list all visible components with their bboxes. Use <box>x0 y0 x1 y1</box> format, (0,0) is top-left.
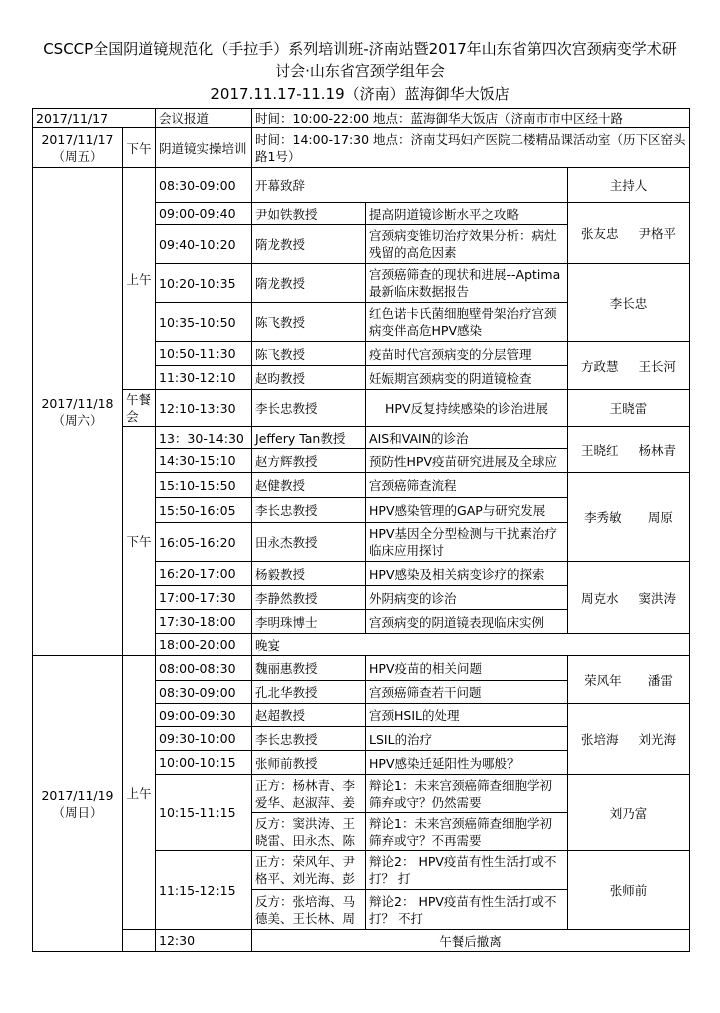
event-cell: 会议报道 <box>156 109 252 128</box>
table-row <box>33 168 690 203</box>
time-cell: 17:30-18:00 <box>156 610 252 634</box>
table-row <box>33 427 690 449</box>
topic-cell: HPV感染迁延阳性为哪般？ <box>366 751 568 775</box>
topic-cell: 外阴病变的诊治 <box>366 586 568 610</box>
chair-name: 尹格平 <box>638 226 677 241</box>
debate-topic-cell: 辩论1：未来宫颈癌筛查细胞学初筛弃或守？不再需要 <box>366 813 568 851</box>
chair-name: 张友忠 <box>581 226 619 241</box>
period-cell: 下午 <box>123 128 156 168</box>
speaker-cell: Jeffery Tan教授 <box>252 427 366 449</box>
detail-cell: 时间：10:00-22:00 地点：蓝海御华大饭店（济南市市中区经十路 <box>252 109 690 128</box>
chair-name: 李秀敏 <box>584 510 622 525</box>
table-row <box>33 930 690 952</box>
speaker-cell: 赵健教授 <box>252 473 366 498</box>
topic-cell: 疫苗时代宫颈病变的分层管理 <box>366 342 568 366</box>
period-cell: 下午 <box>123 427 156 656</box>
time-cell: 08:30-09:00 <box>156 681 252 704</box>
speaker-cell: 魏丽惠教授 <box>252 656 366 681</box>
chair-cell <box>568 342 690 390</box>
speaker-cell: 隋龙教授 <box>252 225 366 264</box>
chair-name: 潘雷 <box>647 672 673 688</box>
date-text: 2017/11/18 <box>41 395 114 411</box>
speaker-cell: 赵超教授 <box>252 704 366 727</box>
time-cell: 12:10-13:30 <box>156 390 252 427</box>
speaker-cell: 田永杰教授 <box>252 523 366 562</box>
speaker-cell: 李静然教授 <box>252 586 366 610</box>
time-cell: 10:20-10:35 <box>156 264 252 303</box>
debate-topic-cell: 辩论1：未来宫颈癌筛查细胞学初筛弃或守？仍然需要 <box>366 775 568 813</box>
chair-cell <box>568 704 690 775</box>
speaker-cell: 陈飞教授 <box>252 303 366 342</box>
time-cell: 10:15-11:15 <box>156 775 252 851</box>
table-row <box>33 128 690 168</box>
chair-name: 杨林青 <box>638 442 677 458</box>
table-row <box>33 109 690 128</box>
topic-cell: 宫颈病变锥切治疗效果分析：病灶残留的高危因素 <box>366 225 568 264</box>
date-cell <box>33 128 123 168</box>
speaker-cell: 晚宴 <box>252 634 690 656</box>
time-cell: 08:30-09:00 <box>156 168 252 203</box>
topic-cell: 妊娠期宫颈病变的阴道镜检查 <box>366 366 568 390</box>
chair-cell <box>568 427 690 473</box>
detail-cell: 时间：14:00-17:30 地点：济南艾玛妇产医院二楼精品课活动室（历下区窑头路1号） <box>252 128 690 168</box>
time-cell: 18:00-20:00 <box>156 634 252 656</box>
time-cell: 16:20-17:00 <box>156 562 252 586</box>
chair-name: 王长河 <box>638 358 677 374</box>
debate-team-cell: 正方：荣风年、尹格平、刘光海、彭 <box>252 851 366 890</box>
topic-cell: HPV疫苗的相关问题 <box>366 656 568 681</box>
topic-cell: 宫颈癌筛查流程 <box>366 473 568 498</box>
header-title-line2: 讨会·山东省宫颈学组年会 <box>275 62 445 80</box>
debate-team-cell: 反方：张培海、马德美、王长林、周 <box>252 890 366 930</box>
weekday-text: （周日） <box>52 804 103 820</box>
speaker-cell: 李长忠教授 <box>252 727 366 751</box>
time-cell: 16:05-16:20 <box>156 523 252 562</box>
header-title-line1: CSCCP全国阴道镜规范化（手拉手）系列培训班-济南站暨2017年山东省第四次宫颈病变学术研 <box>43 40 677 58</box>
chair-cell: 李长忠 <box>568 264 690 342</box>
chair-name: 刘光海 <box>638 732 677 747</box>
speaker-cell: 李长忠教授 <box>252 390 366 427</box>
time-cell: 10:35-10:50 <box>156 303 252 342</box>
chair-name: 荣风年 <box>584 672 622 688</box>
weekday-text: （周五） <box>52 148 103 164</box>
period-cell: 上午 <box>123 168 156 390</box>
chair-name: 窦洪涛 <box>638 590 677 606</box>
chair-name: 周克水 <box>581 590 619 606</box>
chair-name: 王晓红 <box>581 442 619 458</box>
speaker-cell: 孔北华教授 <box>252 681 366 704</box>
speaker-cell: 张师前教授 <box>252 751 366 775</box>
topic-cell: AIS和VAIN的诊治 <box>366 427 568 449</box>
period-cell <box>123 930 156 952</box>
time-cell: 10:00-10:15 <box>156 751 252 775</box>
chair-cell: 张师前 <box>568 851 690 930</box>
time-cell: 11:15-12:15 <box>156 851 252 930</box>
chair-name: 方政慧 <box>581 358 619 374</box>
debate-team-cell: 正方：杨林青、李爱华、赵淑萍、姜 <box>252 775 366 813</box>
time-cell: 09:00-09:30 <box>156 704 252 727</box>
date-cell <box>33 168 123 656</box>
topic-cell: 预防性HPV疫苗研究进展及全球应 <box>366 449 568 473</box>
speaker-cell: 李明珠博士 <box>252 610 366 634</box>
speaker-cell: 隋龙教授 <box>252 264 366 303</box>
topic-cell: 宫颈癌筛查的现状和进展--Aptima最新临床数据报告 <box>366 264 568 303</box>
topic-cell: HPV基因全分型检测与干扰素治疗临床应用探讨 <box>366 523 568 562</box>
chair-cell <box>568 203 690 264</box>
speaker-cell: 尹如铁教授 <box>252 203 366 225</box>
header-venue-line: 2017.11.17-11.19（济南）蓝海御华大饭店 <box>210 85 510 103</box>
time-cell: 09:30-10:00 <box>156 727 252 751</box>
event-cell: 阴道镜实操培训 <box>156 128 252 168</box>
topic-cell: 红色诺卡氏菌细胞壁骨架治疗宫颈病变伴高危HPV感染 <box>366 303 568 342</box>
time-cell: 11:30-12:10 <box>156 366 252 390</box>
closing-cell: 午餐后撤离 <box>252 930 690 952</box>
debate-team-cell: 反方：窦洪涛、王晓雷、田永杰、陈 <box>252 813 366 851</box>
topic-cell: 提高阴道镜诊断水平之攻略 <box>366 203 568 225</box>
chair-cell: 刘乃富 <box>568 775 690 851</box>
speaker-cell: 陈飞教授 <box>252 342 366 366</box>
time-cell: 12:30 <box>156 930 252 952</box>
topic-cell: HPV感染管理的GAP与研究发展 <box>366 498 568 523</box>
table-row <box>33 656 690 681</box>
topic-cell: 宫颈癌筛查若干问题 <box>366 681 568 704</box>
schedule-table <box>32 108 690 952</box>
time-cell: 17:00-17:30 <box>156 586 252 610</box>
topic-cell: HPV感染及相关病变诊疗的探索 <box>366 562 568 586</box>
debate-topic-cell: 辩论2： HPV疫苗有性生活打或不打？ 打 <box>366 851 568 890</box>
chair-cell <box>568 656 690 704</box>
date-text: 2017/11/19 <box>41 787 114 803</box>
topic-cell: 宫颈HSIL的处理 <box>366 704 568 727</box>
chair-cell <box>568 562 690 634</box>
chair-name: 周原 <box>647 510 673 525</box>
chair-cell: 主持人 <box>568 168 690 203</box>
chair-name: 张培海 <box>581 732 619 747</box>
speaker-cell: 开幕致辞 <box>252 168 568 203</box>
speaker-cell: 赵昀教授 <box>252 366 366 390</box>
topic-cell: HPV反复持续感染的诊治进展 <box>366 390 568 427</box>
date-text: 2017/11/17 <box>41 131 114 147</box>
time-cell: 14:30-15:10 <box>156 449 252 473</box>
period-cell: 上午 <box>123 656 156 930</box>
time-cell: 10:50-11:30 <box>156 342 252 366</box>
time-cell: 08:00-08:30 <box>156 656 252 681</box>
time-cell: 09:40-10:20 <box>156 225 252 264</box>
date-cell: 2017/11/17 <box>33 109 156 128</box>
date-cell <box>33 656 123 952</box>
time-cell: 09:00-09:40 <box>156 203 252 225</box>
period-cell: 午餐会 <box>123 390 156 427</box>
chair-cell: 王晓雷 <box>568 390 690 427</box>
topic-cell: LSIL的治疗 <box>366 727 568 751</box>
time-cell: 15:50-16:05 <box>156 498 252 523</box>
topic-cell: 宫颈病变的阴道镜表现临床实例 <box>366 610 568 634</box>
chair-cell <box>568 473 690 562</box>
speaker-cell: 李长忠教授 <box>252 498 366 523</box>
time-cell: 15:10-15:50 <box>156 473 252 498</box>
time-cell: 13：30-14:30 <box>156 427 252 449</box>
speaker-cell: 杨毅教授 <box>252 562 366 586</box>
speaker-cell: 赵方辉教授 <box>252 449 366 473</box>
table-row <box>33 390 690 427</box>
debate-topic-cell: 辩论2： HPV疫苗有性生活打或不打？ 不打 <box>366 890 568 930</box>
weekday-text: （周六） <box>52 412 103 428</box>
